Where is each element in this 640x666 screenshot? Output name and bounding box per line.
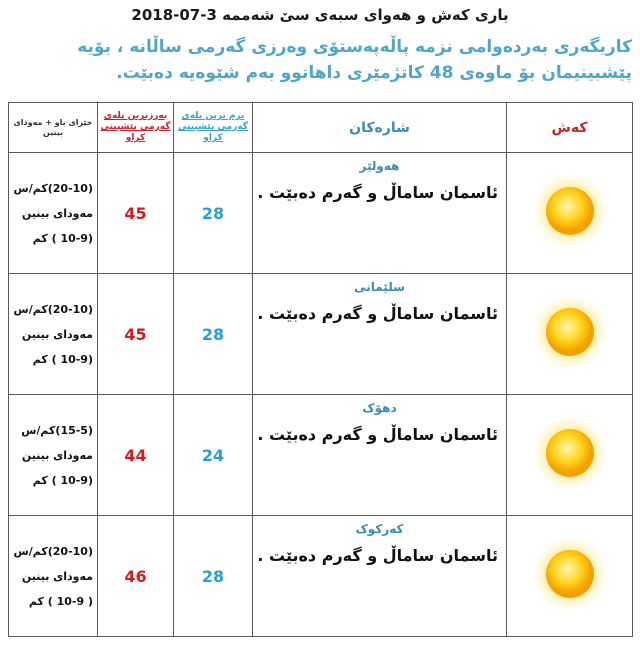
city-name: کەرکوک bbox=[355, 522, 404, 536]
wind-visibility-cell bbox=[9, 395, 98, 516]
visibility-range: (10-9 ) کم bbox=[32, 473, 93, 487]
visibility-range: (10-9 ) کم bbox=[32, 231, 93, 245]
table-row bbox=[9, 516, 633, 637]
weather-icon-cell bbox=[507, 395, 633, 516]
max-temp-cell: 44 bbox=[98, 395, 174, 516]
header-cities: شارەکان bbox=[253, 103, 507, 153]
min-temp-cell: 28 bbox=[174, 274, 253, 395]
wind-visibility-cell bbox=[9, 516, 98, 637]
visibility-label: مەودای بینین bbox=[21, 327, 93, 341]
city-cell bbox=[253, 395, 507, 516]
weather-icon-cell bbox=[507, 516, 633, 637]
city-name: سلێمانی bbox=[354, 280, 405, 294]
wind-visibility-cell bbox=[9, 274, 98, 395]
page-title: باری کەش و هەوای سبەی سێ شەممە 3-07-2018 bbox=[131, 6, 509, 24]
header-wind-visibility: خێرای باو + مەودای بینین bbox=[9, 103, 98, 153]
wind-speed: (20-10)کم/س bbox=[13, 544, 93, 558]
city-cell bbox=[253, 516, 507, 637]
visibility-range: ( 10-9 ) کم bbox=[28, 594, 93, 608]
min-temp-cell: 24 bbox=[174, 395, 253, 516]
wind-visibility-cell bbox=[9, 153, 98, 274]
max-temp-cell: 45 bbox=[98, 274, 174, 395]
weather-condition: ئاسمان ساماڵ و گەرم دەبێت . bbox=[257, 304, 498, 323]
weather-icon-cell bbox=[507, 153, 633, 274]
wind-speed: (15-5)کم/س bbox=[21, 423, 93, 437]
wind-speed: (20-10)کم/س bbox=[13, 302, 93, 316]
table-row bbox=[9, 153, 633, 274]
visibility-label: مەودای بینین bbox=[21, 448, 93, 462]
header-weather: کەش bbox=[507, 103, 633, 153]
forecast-table bbox=[8, 102, 633, 637]
min-temp-cell: 28 bbox=[174, 516, 253, 637]
table-row bbox=[9, 274, 633, 395]
weather-condition: ئاسمان ساماڵ و گەرم دەبێت . bbox=[257, 425, 498, 444]
min-temp-cell: 28 bbox=[174, 153, 253, 274]
sun-icon bbox=[530, 534, 610, 614]
sun-icon bbox=[530, 171, 610, 251]
max-temp-cell: 45 bbox=[98, 153, 174, 274]
header-min-temp: نزم ترین پلەی گەرمی پێشبینی کراو bbox=[174, 103, 253, 153]
city-cell bbox=[253, 274, 507, 395]
visibility-label: مەودای بینین bbox=[21, 206, 93, 220]
forecast-summary: کاریگەری بەردەوامی نزمە پاڵەپەستۆی وەرزی گەرمی ساڵانە ، بۆیە پێشبینیمان بۆ ماوەی 48 کاتژمێری داهاتوو بەم شێوەیە دەبێت. bbox=[77, 37, 632, 83]
weather-icon-cell bbox=[507, 274, 633, 395]
city-name: دهۆک bbox=[362, 401, 397, 415]
sun-icon bbox=[530, 413, 610, 493]
city-cell bbox=[253, 153, 507, 274]
weather-condition: ئاسمان ساماڵ و گەرم دەبێت . bbox=[257, 183, 498, 202]
wind-speed: (20-10)کم/س bbox=[13, 181, 93, 195]
table-row bbox=[9, 395, 633, 516]
header-max-temp: بەرزترین پلەی گەرمی پێشبینی کراو bbox=[98, 103, 174, 153]
header-row bbox=[9, 103, 633, 153]
city-name: هەولێر bbox=[359, 159, 400, 173]
sun-icon bbox=[530, 292, 610, 372]
max-temp-cell: 46 bbox=[98, 516, 174, 637]
visibility-label: مەودای بینین bbox=[21, 569, 93, 583]
weather-condition: ئاسمان ساماڵ و گەرم دەبێت . bbox=[257, 546, 498, 565]
visibility-range: (10-9 ) کم bbox=[32, 352, 93, 366]
